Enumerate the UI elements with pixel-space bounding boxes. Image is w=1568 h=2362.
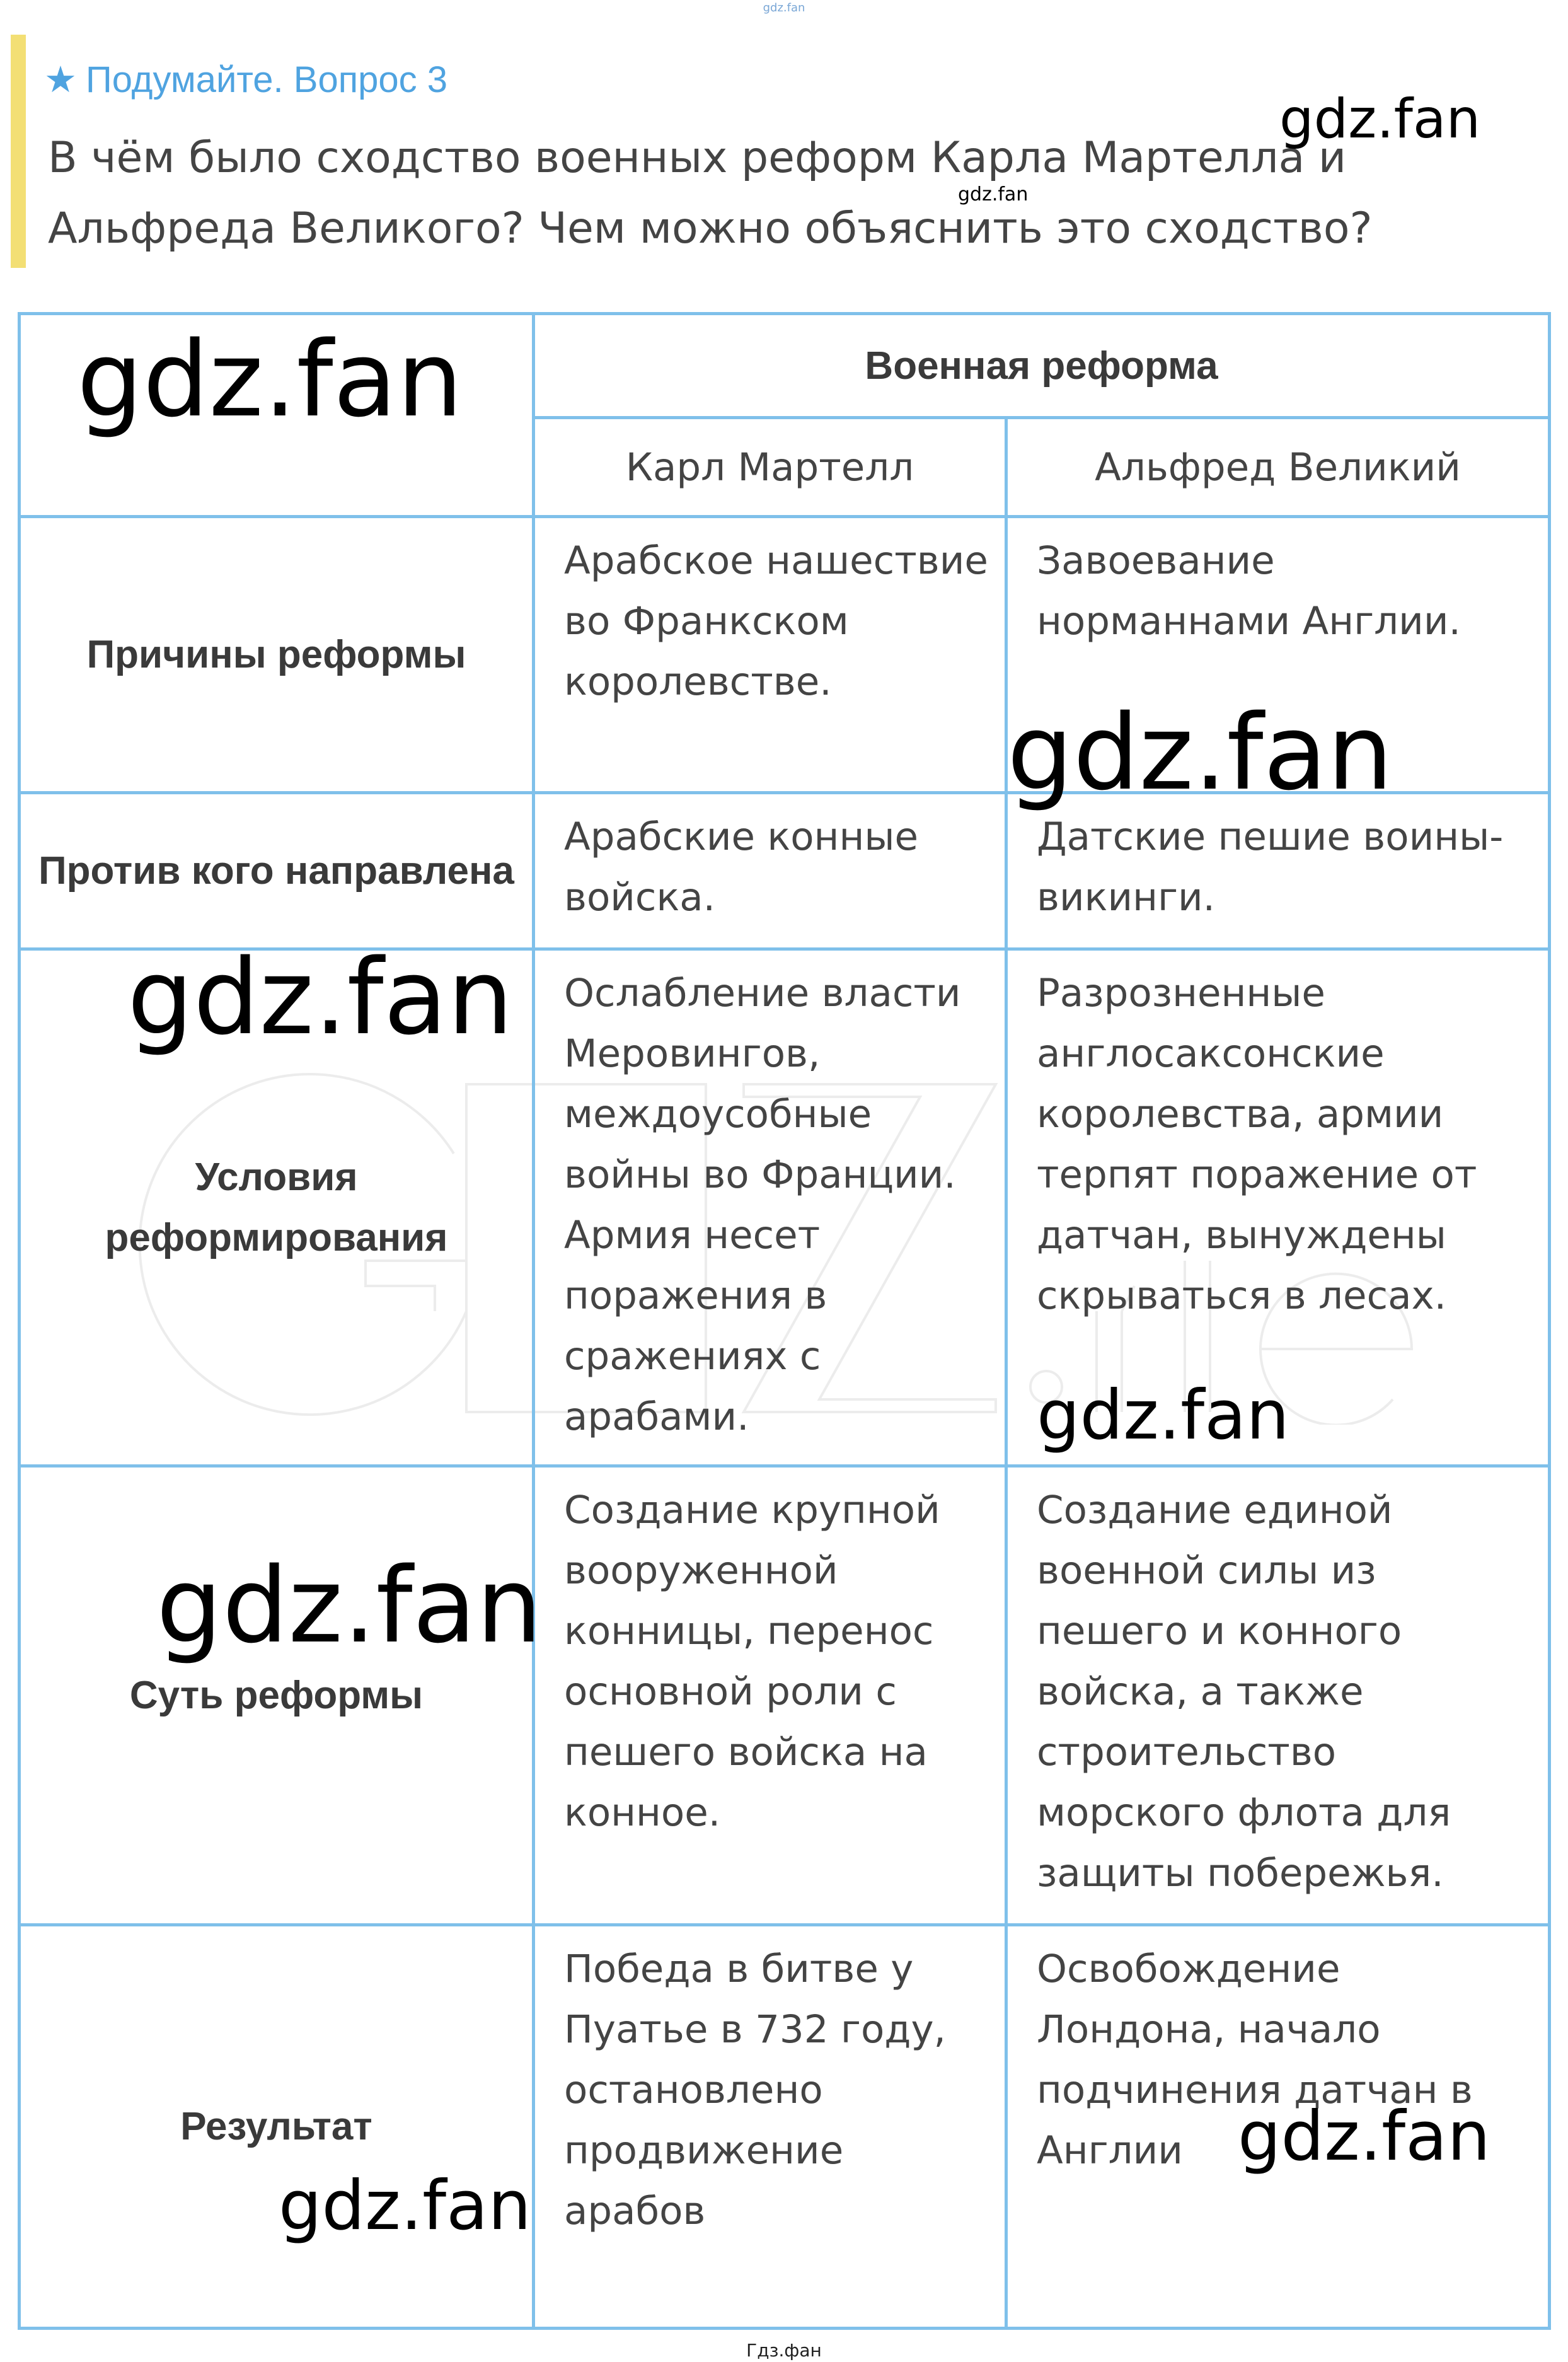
cell-alfred-essence: Создание единой военной силы из пешего и конного войска, а также строительство морского флота для защиты побережья.	[1006, 1466, 1550, 1925]
cell-alfred-conditions: Разрозненные англосаксонские королевства, армии терпят поражение от датчан, вынуждены скрываться в лесах.	[1006, 949, 1550, 1466]
cell-alfred-result: Освобождение Лондона, начало подчинения датчан в Англии	[1006, 1925, 1550, 2329]
top-watermark: gdz.fan	[763, 1, 805, 14]
table-row	[20, 1466, 1550, 1925]
bottom-watermark: Гдз.фан	[746, 2340, 822, 2361]
row-label-causes: Причины реформы	[20, 517, 534, 793]
row-label-conditions: Условия реформирования	[20, 949, 534, 1466]
cell-martell-causes: Арабское нашествие во Франкском королевстве.	[534, 517, 1006, 793]
question-text: В чём было сходство военных реформ Карла Мартелла и Альфреда Великого? Чем можно объяснить это сходство?	[48, 133, 1373, 253]
cell-martell-essence: Создание крупной вооруженной конницы, перенос основной роли с пешего войска на конное.	[534, 1466, 1006, 1925]
column-header-alfred: Альфред Великий	[1006, 418, 1550, 517]
cell-alfred-causes: Завоевание норманнами Англии.	[1006, 517, 1550, 793]
watermark: gdz.fan	[1037, 1376, 1289, 1455]
row-label-target: Против кого направлена	[20, 793, 534, 949]
cell-martell-target: Арабские конные войска.	[534, 793, 1006, 949]
table-header-military-reform: Военная реформа	[534, 314, 1550, 418]
table-row	[20, 793, 1550, 949]
column-header-martell: Карл Мартелл	[534, 418, 1006, 517]
watermark: gdz.fan	[1238, 2097, 1490, 2176]
watermark: gdz.fan	[156, 1545, 543, 1666]
watermark: gdz.fan	[958, 183, 1029, 206]
question-header-label: Подумайте. Вопрос 3	[86, 59, 448, 100]
watermark: gdz.fan	[127, 937, 514, 1058]
row-label-result: Результат	[20, 1925, 534, 2329]
watermark: gdz.fan	[279, 2167, 531, 2245]
watermark: gdz.fan	[1007, 692, 1393, 813]
question-highlight-bar	[11, 35, 26, 268]
cell-alfred-target: Датские пешие воины-викинги.	[1006, 793, 1550, 949]
cell-martell-conditions: Ослабление власти Меровингов, междоусобные войны во Франции. Армия несет поражения в сражениях с арабами.	[534, 949, 1006, 1466]
watermark: gdz.fan	[77, 319, 463, 440]
question-header	[44, 58, 447, 101]
watermark: gdz.fan	[1279, 88, 1481, 151]
row-label-essence: Суть реформы	[20, 1466, 534, 1925]
reform-comparison-table	[18, 312, 1551, 2330]
cell-martell-result: Победа в битве у Пуатье в 732 году, остановлено продвижение арабов	[534, 1925, 1006, 2329]
star-icon: ★	[44, 59, 77, 100]
